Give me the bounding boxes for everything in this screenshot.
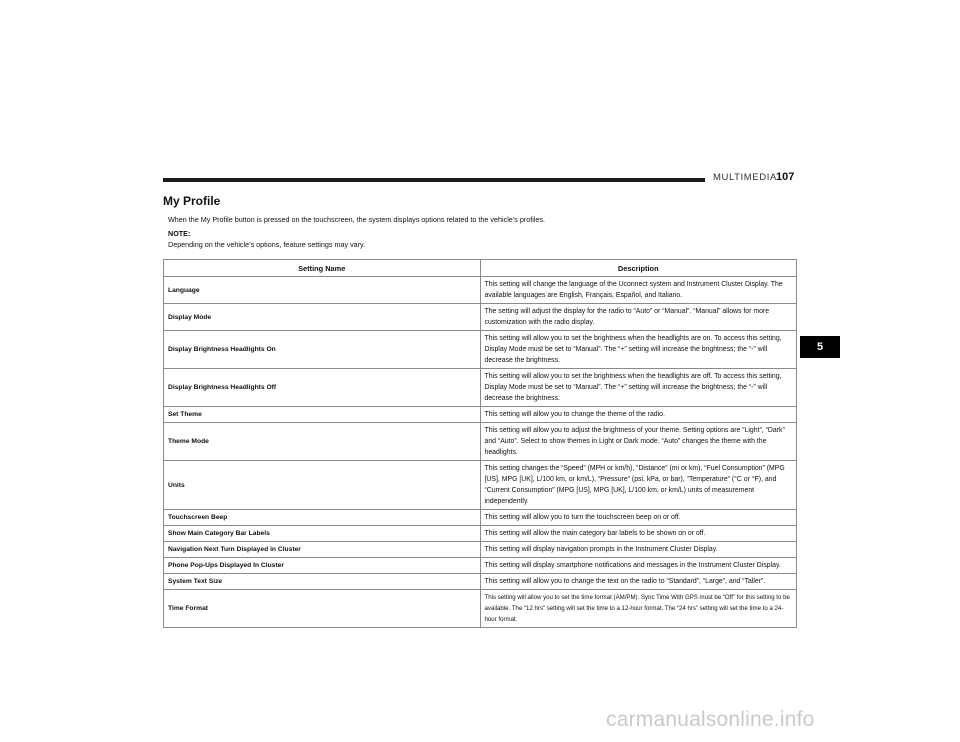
table-row (164, 407, 797, 423)
table-row (164, 277, 797, 304)
table-row (164, 304, 797, 331)
setting-name: Show Main Category Bar Labels (164, 526, 481, 542)
header-rule (163, 178, 705, 182)
setting-description: This setting will allow you to adjust the brightness of your theme. Setting options are “Light”, “Dark” and “Auto”. Select to show themes in Light or Dark mode. “Auto” changes the theme with the headlights. (480, 423, 797, 461)
watermark: carmanualsonline.info (606, 708, 815, 731)
section-header: MULTIMEDIA (713, 172, 777, 183)
setting-name: Set Theme (164, 407, 481, 423)
setting-description: This setting will allow you to set the brightness when the headlights are on. To access this setting, Display Mode must be set to “Manual”. The “+” setting will increase the brightness; the “-” will decrease the brightness. (480, 331, 797, 369)
table-row (164, 369, 797, 407)
table-row (164, 574, 797, 590)
table-row (164, 331, 797, 369)
setting-description: This setting will display smartphone notifications and messages in the Instrument Cluster Display. (480, 558, 797, 574)
setting-description: The setting will adjust the display for the radio to “Auto” or “Manual”. “Manual” allows for more customization with the radio display. (480, 304, 797, 331)
setting-name: Theme Mode (164, 423, 481, 461)
setting-description: This setting will allow you to set the time format (AM/PM). Sync Time With GPS must be “Off” for this setting to be available. The “12 hrs” setting will set the time to a 12-hour format. The “24 hrs” setting will set the time to a 24-hour format. (480, 590, 797, 628)
table-row (164, 526, 797, 542)
table-header-row (164, 260, 797, 277)
table-row (164, 510, 797, 526)
table-row (164, 542, 797, 558)
page-title: My Profile (163, 194, 221, 208)
setting-description: This setting will allow you to change the theme of the radio. (480, 407, 797, 423)
column-header-setting-name: Setting Name (164, 260, 481, 277)
settings-table (163, 259, 797, 628)
setting-description: This setting will allow you to change the text on the radio to “Standard”, “Large”, and “Taller”. (480, 574, 797, 590)
table-row (164, 461, 797, 510)
setting-description: This setting will allow you to turn the touchscreen beep on or off. (480, 510, 797, 526)
setting-name: Phone Pop-Ups Displayed In Cluster (164, 558, 481, 574)
setting-name: Display Brightness Headlights Off (164, 369, 481, 407)
setting-description: This setting will allow you to set the brightness when the headlights are off. To access this setting, Display Mode must be set to “Manual”. The “+” setting will increase the brightness; the “-” will decrease the brightness. (480, 369, 797, 407)
intro-paragraph: When the My Profile button is pressed on the touchscreen, the system displays options related to the vehicle’s profiles. (168, 215, 546, 224)
setting-name: Language (164, 277, 481, 304)
chapter-tab: 5 (800, 336, 840, 358)
setting-name: Touchscreen Beep (164, 510, 481, 526)
table-row (164, 590, 797, 628)
setting-name: System Text Size (164, 574, 481, 590)
page-number: 107 (776, 171, 795, 183)
table-row (164, 558, 797, 574)
column-header-description: Description (480, 260, 797, 277)
setting-description: This setting changes the “Speed” (MPH or km/h), “Distance” (mi or km), “Fuel Consumption” (MPG [US], MPG [UK], L/100 km, or km/L), “Pressure” (psi, kPa, or bar), “Temperature” (°C or °F), and “Current Consumption” (MPG [US], MPG [UK], L/100 km, or km/L) units of measurement independently. (480, 461, 797, 510)
setting-description: This setting will change the language of the Uconnect system and Instrument Cluster Display. The available languages are English, Français, Español, and Italiano. (480, 277, 797, 304)
table-row (164, 423, 797, 461)
setting-name: Time Format (164, 590, 481, 628)
note-label: NOTE: (168, 229, 191, 238)
setting-name: Display Mode (164, 304, 481, 331)
setting-name: Navigation Next Turn Displayed in Cluster (164, 542, 481, 558)
note-text: Depending on the vehicle’s options, feature settings may vary. (168, 240, 366, 249)
setting-description: This setting will display navigation prompts in the Instrument Cluster Display. (480, 542, 797, 558)
setting-description: This setting will allow the main category bar labels to be shown on or off. (480, 526, 797, 542)
setting-name: Display Brightness Headlights On (164, 331, 481, 369)
setting-name: Units (164, 461, 481, 510)
